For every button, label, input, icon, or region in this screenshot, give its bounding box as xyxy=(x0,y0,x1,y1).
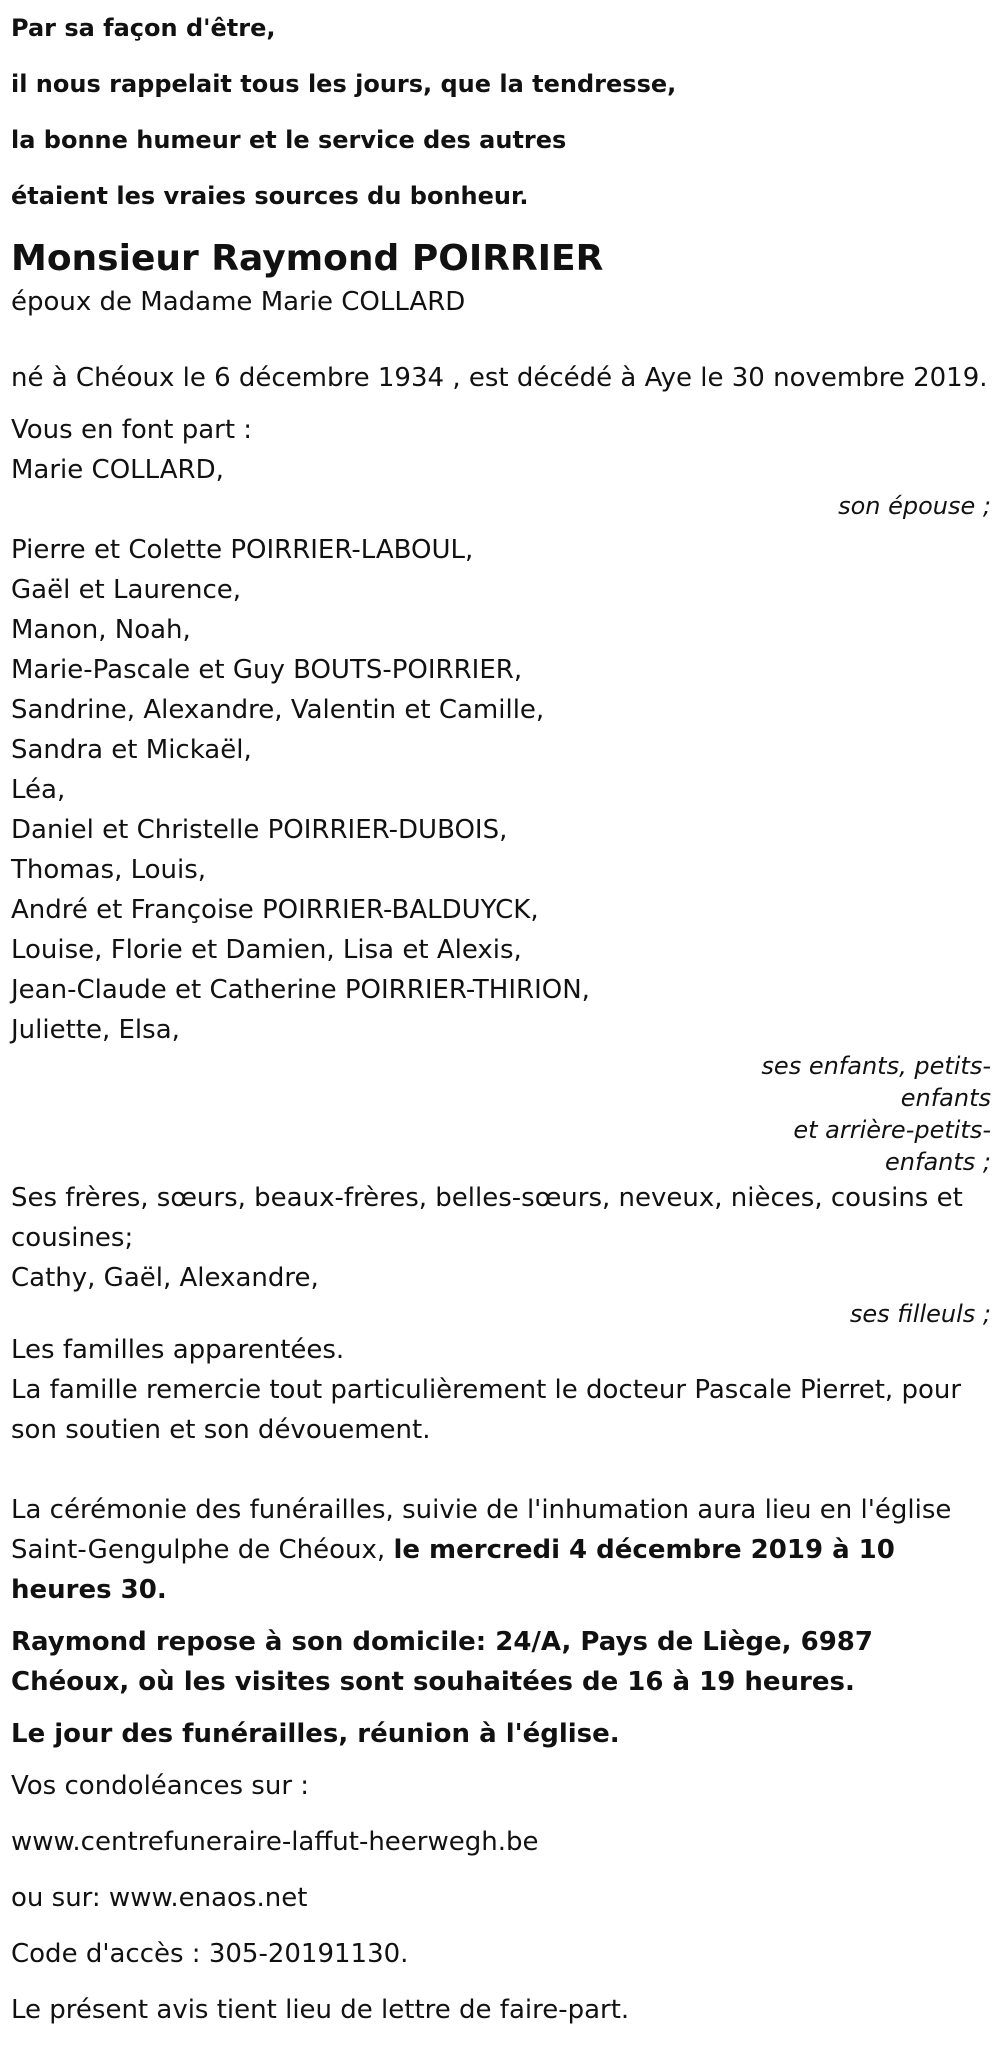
condolences-intro: Vos condoléances sur : xyxy=(11,1771,310,1801)
ceremony-info xyxy=(11,1490,991,1610)
children-role xyxy=(11,1050,991,1178)
list-item: Thomas, Louis, xyxy=(11,855,207,885)
godchildren-role: ses filleuls ; xyxy=(849,1300,991,1328)
quote-line: étaient les vraies sources du bonheur. xyxy=(11,182,529,210)
list-item: Jean-Claude et Catherine POIRRIER-THIRION, xyxy=(11,975,590,1005)
quote-line: la bonne humeur et le service des autres xyxy=(11,126,567,154)
access-code: Code d'accès : 305-20191130. xyxy=(11,1939,409,1969)
condolences-link-1[interactable]: www.centrefuneraire-laffut-heerwegh.be xyxy=(11,1827,539,1857)
spouse-role: son épouse ; xyxy=(838,492,991,520)
thanks-line: La famille remercie tout particulièrement le docteur Pascale Pierret, pour son soutien et son dévouement. xyxy=(11,1375,962,1445)
siblings-line: Ses frères, sœurs, beaux-frères, belles-sœurs, neveux, nièces, cousins et cousines; xyxy=(11,1183,963,1253)
role-line: et arrière-petits- xyxy=(793,1116,991,1144)
quote-line: il nous rappelait tous les jours, que la tendresse, xyxy=(11,70,677,98)
closing-note: Le présent avis tient lieu de lettre de faire-part. xyxy=(11,1995,630,2025)
condolences-link-2[interactable]: ou sur: www.enaos.net xyxy=(11,1883,308,1913)
ceremony-date: le mercredi 4 décembre 2019 à 10 heures 30. xyxy=(11,1535,895,1605)
godchildren-line: Cathy, Gaël, Alexandre, xyxy=(11,1263,319,1293)
deceased-name: Monsieur Raymond POIRRIER xyxy=(11,238,604,279)
list-item: Sandrine, Alexandre, Valentin et Camille, xyxy=(11,695,545,725)
list-item: Marie-Pascale et Guy BOUTS-POIRRIER, xyxy=(11,655,523,685)
meeting-info: Le jour des funérailles, réunion à l'église. xyxy=(11,1719,620,1749)
role-line: enfants xyxy=(900,1084,991,1112)
family-intro: Vous en font part : xyxy=(11,415,253,445)
list-item: Léa, xyxy=(11,775,66,805)
list-item: Louise, Florie et Damien, Lisa et Alexis, xyxy=(11,935,522,965)
list-item: Gaël et Laurence, xyxy=(11,575,242,605)
list-item: Pierre et Colette POIRRIER-LABOUL, xyxy=(11,535,474,565)
quote-line: Par sa façon d'être, xyxy=(11,14,276,42)
list-item: André et Françoise POIRRIER-BALDUYCK, xyxy=(11,895,539,925)
birth-death-line: né à Chéoux le 6 décembre 1934 , est décédé à Aye le 30 novembre 2019. xyxy=(11,363,988,393)
ceremony-text: La cérémonie des funérailles, suivie de l'inhumation aura lieu en l'église Saint-Gengulphe de Chéoux, xyxy=(11,1495,952,1565)
resting-place: Raymond repose à son domicile: 24/A, Pays de Liège, 6987 Chéoux, où les visites sont souhaitées de 16 à 19 heures. xyxy=(11,1627,873,1697)
opening-quote xyxy=(11,0,991,224)
list-item: Manon, Noah, xyxy=(11,615,191,645)
obituary-notice xyxy=(11,0,991,2030)
list-item: Juliette, Elsa, xyxy=(11,1015,180,1045)
list-item: Daniel et Christelle POIRRIER-DUBOIS, xyxy=(11,815,508,845)
related-families: Les familles apparentées. xyxy=(11,1335,345,1365)
spouse-name: Marie COLLARD, xyxy=(11,455,224,485)
list-item: Sandra et Mickaël, xyxy=(11,735,252,765)
spouse-line: époux de Madame Marie COLLARD xyxy=(11,287,466,317)
role-line: enfants ; xyxy=(885,1148,991,1176)
children-list xyxy=(11,530,991,1050)
role-line: ses enfants, petits- xyxy=(761,1052,991,1080)
